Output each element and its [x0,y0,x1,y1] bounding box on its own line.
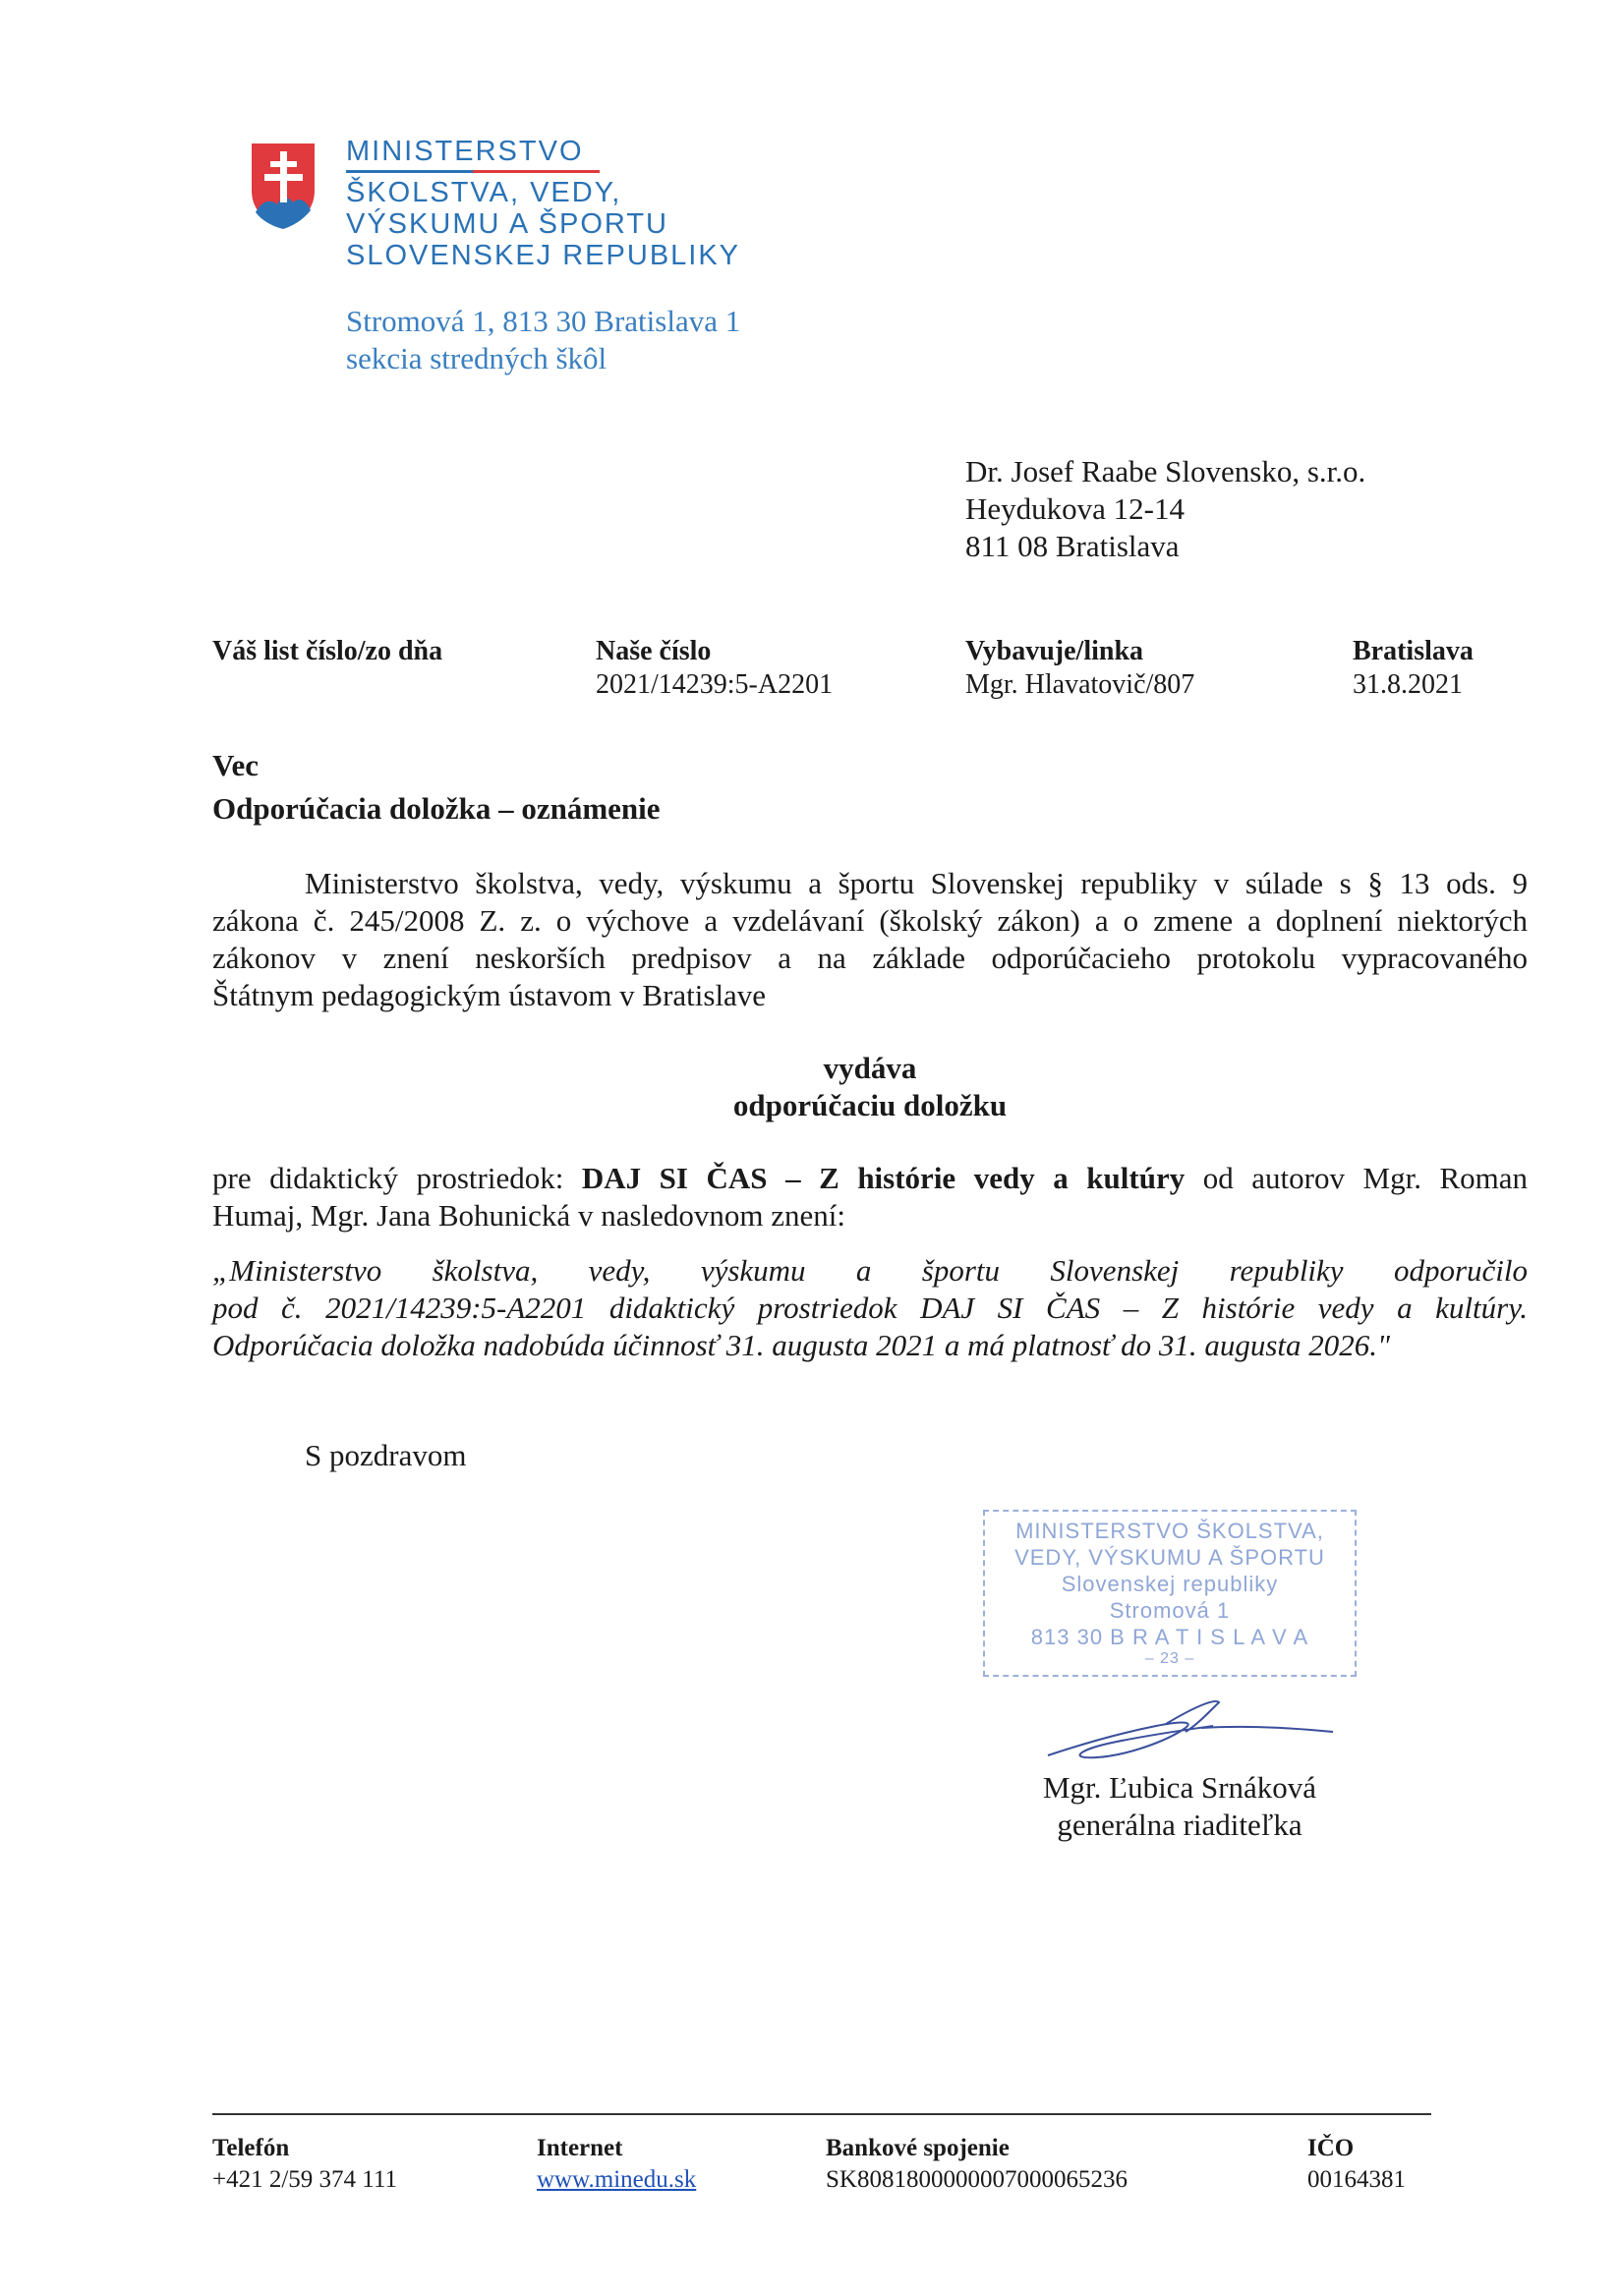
footer-internet [537,2133,696,2196]
didactic-suffix: od autorov Mgr. Roman [1202,1161,1529,1195]
quote-line: Odporúčacia doložka nadobúda účinnosť 31. augusta 2021 a má platnosť do 31. augusta 2026." [212,1328,1391,1362]
handwritten-signature [1038,1696,1349,1765]
quote-line: „Ministerstvo školstva, vedy, výskumu a športu Slovenskej republiky odporučilo [212,1253,1528,1288]
bank-value: SK8081800000007000065236 [826,2166,1128,2193]
footer-bank [826,2133,1128,2196]
body-paragraph-2 [212,1160,1528,1234]
your-letter-label: Váš list číslo/zo dňa [212,636,443,666]
recipient-street: Heydukova 12-14 [965,491,1185,526]
handled-label: Vybavuje/linka [965,636,1144,666]
title-divider [346,170,600,173]
didactic-title: DAJ SI ČAS – Z histórie vedy a kultúry [581,1161,1186,1195]
recipient-name: Dr. Josef Raabe Slovensko, s.r.o. [965,454,1366,488]
phone-value: +421 2/59 374 111 [212,2166,397,2193]
body-line: zákonov v znení neskorších predpisov a na základe odporúčacieho protokolu vypracovaného [212,941,1528,975]
place-label: Bratislava [1353,636,1474,666]
ministry-title-line: ŠKOLSTVA, VEDY, [346,177,622,208]
our-number-value: 2021/14239:5-A2201 [596,669,834,700]
recipient-city: 811 08 Bratislava [965,529,1180,563]
section-line: sekcia stredných škôl [346,341,608,375]
ministry-address [346,303,740,377]
stamp-line: – 23 – [1144,1650,1195,1667]
greeting: S pozdravom [305,1438,467,1472]
handled-value: Mgr. Hlavatovič/807 [965,669,1195,700]
ministry-title-line: SLOVENSKEJ REPUBLIKY [346,240,741,271]
issues-line-1: vydáva [823,1051,917,1085]
ico-value: 00164381 [1307,2166,1406,2193]
didactic-prefix: pre didaktický prostriedok: [212,1161,564,1195]
date-value: 31.8.2021 [1353,669,1463,700]
footer-divider [212,2113,1431,2115]
footer-phone [212,2133,397,2196]
stamp-line: Stromová 1 [1109,1598,1231,1623]
signatory-name: Mgr. Ľubica Srnáková [1042,1770,1317,1805]
our-number-label: Naše číslo [596,636,712,666]
signatory-role: generálna riaditeľka [1057,1808,1302,1842]
reference-your-letter [212,635,442,668]
issues-heading [212,1050,1528,1124]
body-paragraph-1 [212,865,1528,1014]
reference-our-number [596,635,833,702]
ministry-title [346,136,740,271]
quote-line: pod č. 2021/14239:5-A2201 didaktický prostriedok DAJ SI ČAS – Z histórie vedy a kultúry. [212,1291,1528,1325]
subject-label: Vec [212,748,260,782]
address-line: Stromová 1, 813 30 Bratislava 1 [346,304,741,338]
footer-ico [1307,2133,1406,2196]
subject-title: Odporúčacia doložka – oznámenie [212,791,661,826]
ministry-title-line: MINISTERSTVO [346,136,584,167]
ico-label: IČO [1307,2135,1355,2161]
recipient-block [965,453,1365,565]
body-line: Ministerstvo školstva, vedy, výskumu a športu Slovenskej republiky v súlade s § 13 ods. 9 [305,866,1528,900]
ministry-title-line: VÝSKUMU A ŠPORTU [346,208,668,240]
reference-place-date [1353,635,1474,702]
body-line: Štátnym pedagogickým ústavom v Bratislave [212,978,767,1012]
website-link[interactable]: www.minedu.sk [537,2166,697,2193]
body-line: zákona č. 245/2008 Z. z. o výchove a vzdelávaní (školský zákon) a o zmene a doplnení niektorých [212,903,1528,938]
authors-line: Humaj, Mgr. Jana Bohunická v nasledovnom znení: [212,1198,845,1233]
signatory-block [1005,1769,1355,1844]
stamp-line: Slovenskej republiky [1061,1572,1279,1596]
official-stamp [983,1510,1357,1677]
stamp-line: MINISTERSTVO ŠKOLSTVA, [1015,1519,1324,1543]
stamp-line: VEDY, VÝSKUMU A ŠPORTU [1014,1545,1325,1570]
didactic-line [212,1160,1528,1197]
coat-of-arms-icon [248,140,318,232]
reference-handled-by [965,635,1194,702]
bank-label: Bankové spojenie [826,2135,1010,2161]
recommendation-quote [212,1252,1528,1364]
stamp-line: 813 30 B R A T I S L A V A [1030,1625,1309,1649]
phone-label: Telefón [212,2135,290,2161]
internet-label: Internet [537,2135,623,2161]
issues-line-2: odporúčaciu doložku [732,1088,1008,1122]
